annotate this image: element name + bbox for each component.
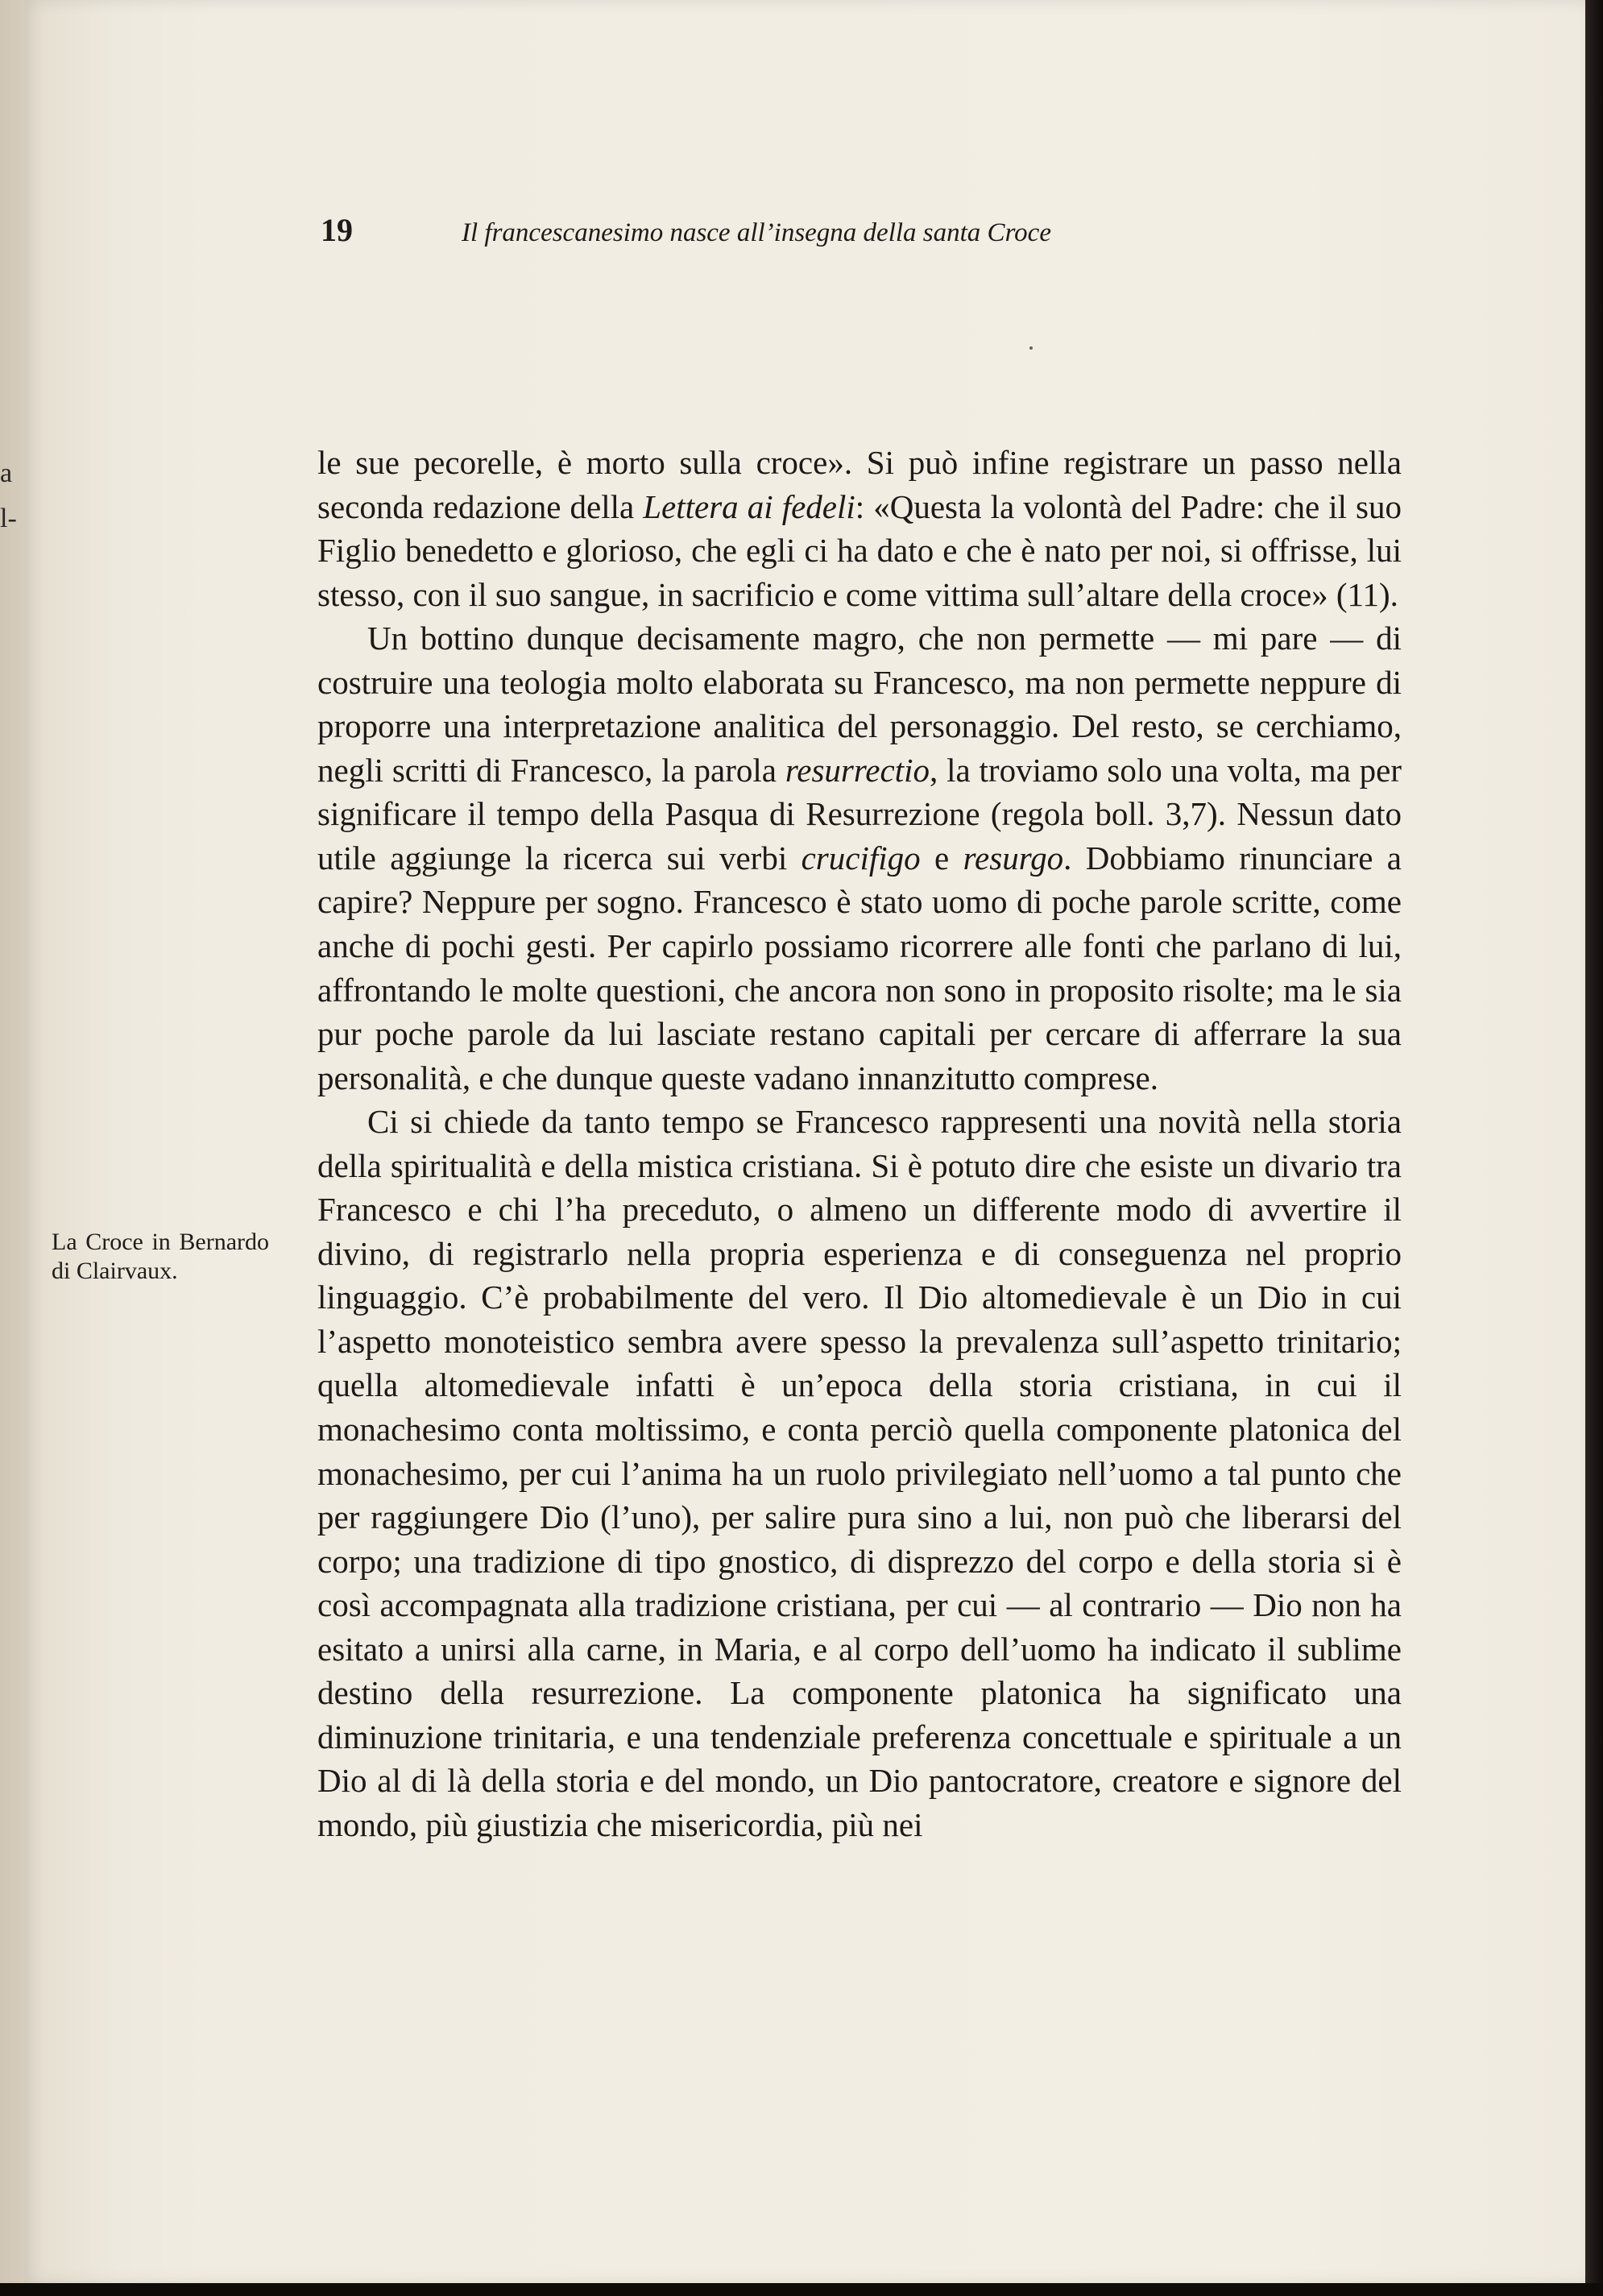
page-number: 19 bbox=[321, 212, 353, 248]
text-run: le sue pecorelle, è morto sulla croce». Si può infine registrare un passo nella seconda redazione della bbox=[317, 444, 1402, 525]
fragment-line: l- bbox=[0, 504, 17, 533]
print-speck bbox=[1029, 346, 1033, 350]
running-head bbox=[321, 211, 1051, 250]
chapter-title: Il francescanesimo nasce all’insegna della santa Croce bbox=[462, 218, 1051, 247]
paragraph bbox=[317, 616, 1402, 1100]
text-run: e bbox=[920, 839, 963, 877]
fragment-line: a bbox=[0, 458, 13, 488]
previous-page-fragment bbox=[0, 451, 17, 541]
text-run: Un bottino dunque decisamente magro, che non permette — mi pare — di costruire una teologia molto elaborata su Francesco, ma non permette neppure di proporre una interpretazione analitica del personaggio. Del resto, se cerchiamo, negli scritti di Francesco, la parola bbox=[317, 620, 1402, 789]
text-run: , la troviamo solo una volta, ma per significare il tempo della Pasqua di Resurrezione (regola boll. 3,7). Nessun dato utile aggiunge la ricerca sui verbi bbox=[317, 751, 1402, 877]
paragraph bbox=[317, 441, 1402, 616]
italic-run: crucifigo bbox=[801, 839, 921, 877]
text-run: : «Questa la volontà del Padre: che il suo Figlio benedetto e glorioso, che egli ci ha dato e che è nato per noi, si offrisse, lui stesso, con il suo sangue, in sacrificio e come vittima sull’altare della croce» (11). bbox=[317, 487, 1402, 613]
page-edge-right bbox=[1585, 0, 1603, 2296]
text-run: . Dobbiamo rinunciare a capire? Neppure per sogno. Francesco è stato uomo di poche parole scritte, come anche di pochi gesti. Per capirlo possiamo ricorrere alle fonti che parlano di lui, affrontando le molte questioni, che ancora non sono in proposito risolte; ma le sia pur poche parole da lui lasciate restano capitali per cercare di afferrare la sua personalità, e che dunque queste vadano innanzitutto comprese. bbox=[317, 839, 1402, 1096]
italic-run: resurgo bbox=[963, 839, 1064, 877]
paragraph bbox=[317, 1100, 1402, 1846]
italic-run: resurrectio bbox=[785, 751, 930, 789]
page-edge-bottom bbox=[0, 2283, 1603, 2296]
body-text bbox=[317, 441, 1402, 1847]
italic-run: Lettera ai fedeli bbox=[643, 487, 855, 525]
margin-note: La Croce in Bernardo di Clairvaux. bbox=[52, 1229, 269, 1284]
text-run: Ci si chiede da tanto tempo se Francesco rappresenti una novità nella storia della spiritualità e della mistica cristiana. Si è potuto dire che esiste un divario tra Francesco e chi l’ha preceduto, o almeno un differente modo di avvertire il divino, di registrarlo nella propria esperienza e di conseguenza nel proprio linguaggio. C’è probabilmente del vero. Il Dio altomedievale è un Dio in cui l’aspetto monoteistico sembra avere spesso la prevalenza sull’aspetto trinitario; quella altomedievale infatti è un’epoca della storia cristiana, in cui il monachesimo conta moltissimo, e conta perciò quella componente platonica del monachesimo, per cui l’anima ha un ruolo privilegiato nell’uomo a tal punto che per raggiungere Dio (l’uno), per salire pura sino a lui, non può che liberarsi del corpo; una tradizione di tipo gnostico, di disprezzo del corpo e della storia si è così accompagnata alla tradizione cristiana, per cui — al contrario — Dio non ha esitato a unirsi alla carne, in Maria, e al corpo dell’uomo ha indicato il sublime destino della resurrezione. La componente platonica ha significato una diminuzione trinitaria, e una tendenziale preferenza concettuale e spirituale a un Dio al di là della storia e del mondo, un Dio pantocratore, creatore e signore del mondo, più giustizia che misericordia, più nei bbox=[317, 1103, 1402, 1843]
